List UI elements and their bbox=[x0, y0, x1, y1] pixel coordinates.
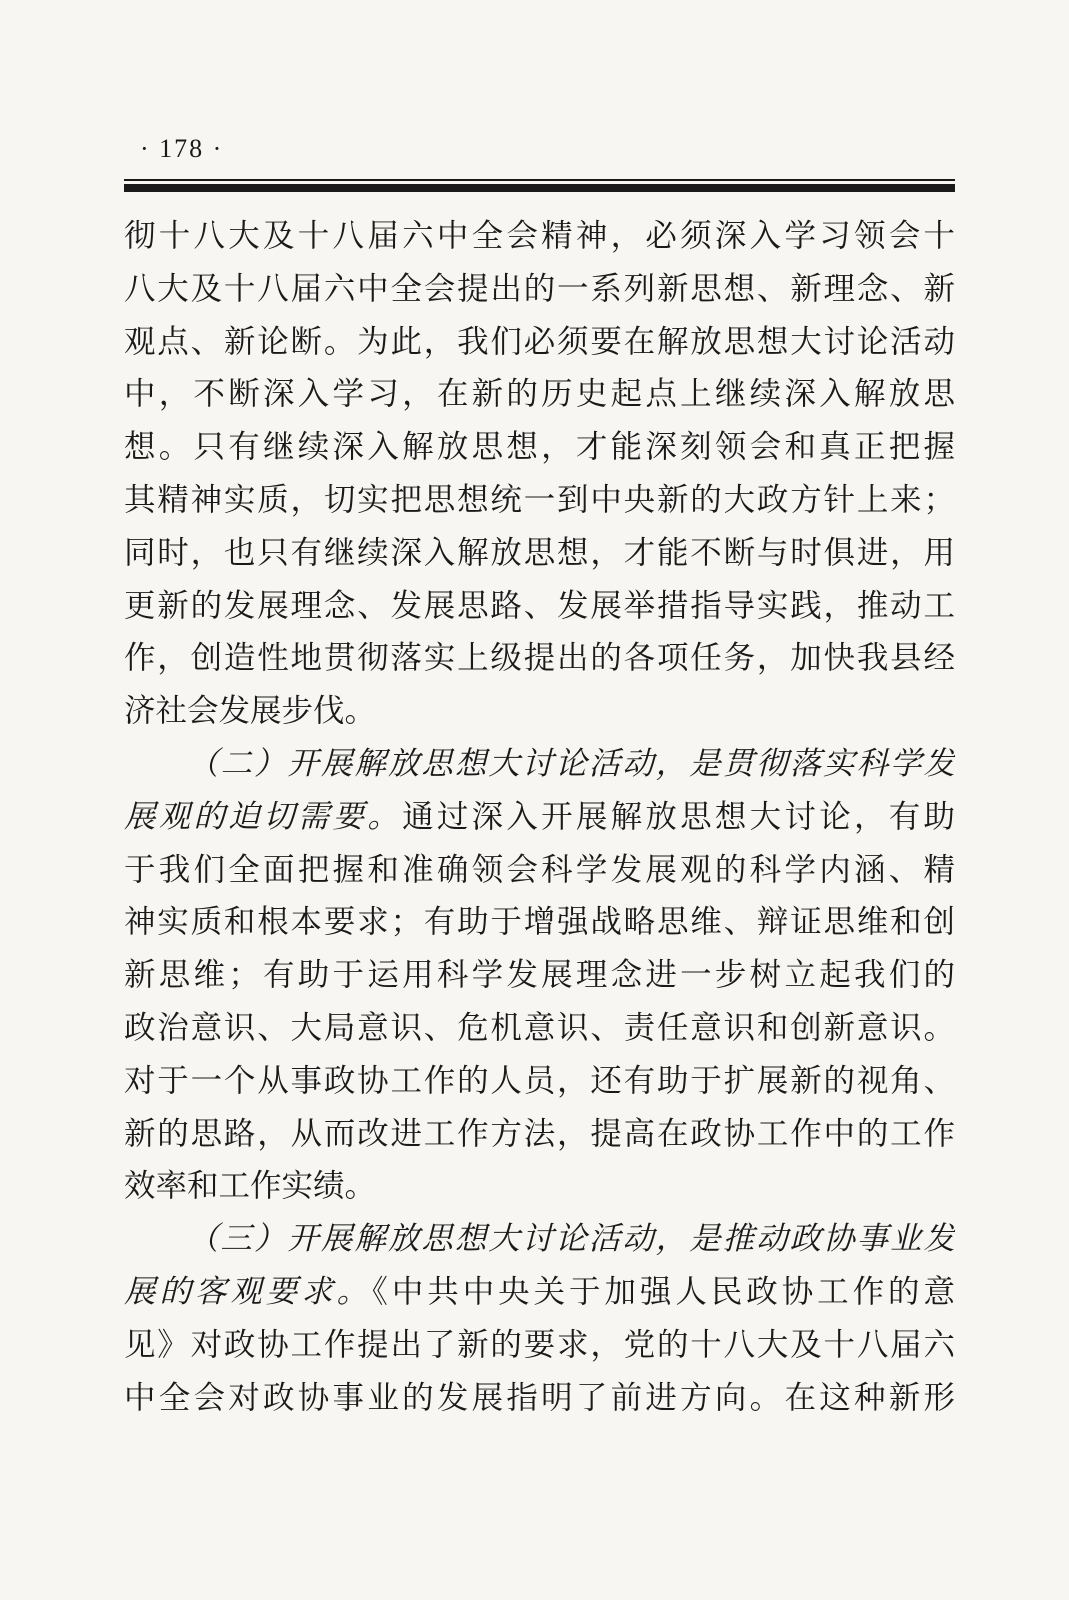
text-line: 见》对政协工作提出了新的要求，党的十八大及十八届六 bbox=[124, 1326, 955, 1363]
text-line-mixed bbox=[124, 791, 955, 844]
header-rule-thin bbox=[124, 179, 955, 181]
text-line: 政治意识、大局意识、危机意识、责任意识和创新意识。 bbox=[124, 1009, 955, 1046]
text-line: 效率和工作实绩。 bbox=[124, 1168, 377, 1205]
text-line: 对于一个从事政协工作的人员，还有助于扩展新的视角、 bbox=[124, 1062, 955, 1099]
header-rule-thick bbox=[124, 184, 955, 192]
text-line: 作，创造性地贯彻落实上级提出的各项任务，加快我县经 bbox=[124, 640, 955, 677]
text-line: 中，不断深入学习，在新的历史起点上继续深入解放思 bbox=[124, 376, 955, 413]
text-line-mixed bbox=[124, 1266, 955, 1319]
text-line: 神实质和根本要求；有助于增强战略思维、辩证思维和创 bbox=[124, 904, 955, 941]
section-heading: （三）开展解放思想大讨论活动，是推动政协事业发 bbox=[187, 1221, 955, 1258]
text-line: 八大及十八届六中全会提出的一系列新思想、新理念、新 bbox=[124, 270, 955, 307]
text-line: 彻十八大及十八届六中全会精神，必须深入学习领会十 bbox=[124, 218, 955, 254]
body-text bbox=[124, 210, 955, 1424]
section-heading-cont: 展观的迫切需要。 bbox=[124, 798, 403, 835]
text-run: 《中共中央关于加强人民政协工作的意 bbox=[372, 1273, 955, 1310]
text-line: 中全会对政协事业的发展指明了前进方向。在这种新形 bbox=[124, 1379, 955, 1416]
text-line: 同时，也只有继续深入解放思想，才能不断与时俱进，用 bbox=[124, 534, 955, 571]
text-line: 想。只有继续深入解放思想，才能深刻领会和真正把握 bbox=[124, 429, 955, 466]
text-line: 更新的发展理念、发展思路、发展举措指导实践，推动工 bbox=[124, 587, 955, 624]
text-line: 于我们全面把握和准确领会科学发展观的科学内涵、精 bbox=[124, 851, 955, 888]
text-line: 济社会发展步伐。 bbox=[124, 693, 377, 730]
text-line: 其精神实质，切实把思想统一到中央新的大政方针上来； bbox=[124, 481, 955, 518]
section-heading: （二）开展解放思想大讨论活动，是贯彻落实科学发 bbox=[187, 745, 955, 782]
text-line: 新的思路，从而改进工作方法，提高在政协工作中的工作 bbox=[124, 1115, 955, 1152]
section-heading-cont: 展的客观要求。 bbox=[124, 1273, 373, 1310]
text-line: 新思维；有助于运用科学发展理念进一步树立起我们的 bbox=[124, 957, 955, 994]
text-run: 通过深入开展解放思想大讨论，有助 bbox=[402, 798, 955, 835]
text-line: 观点、新论断。为此，我们必须要在解放思想大讨论活动 bbox=[124, 323, 955, 360]
page-number: · 178 · bbox=[140, 134, 224, 163]
